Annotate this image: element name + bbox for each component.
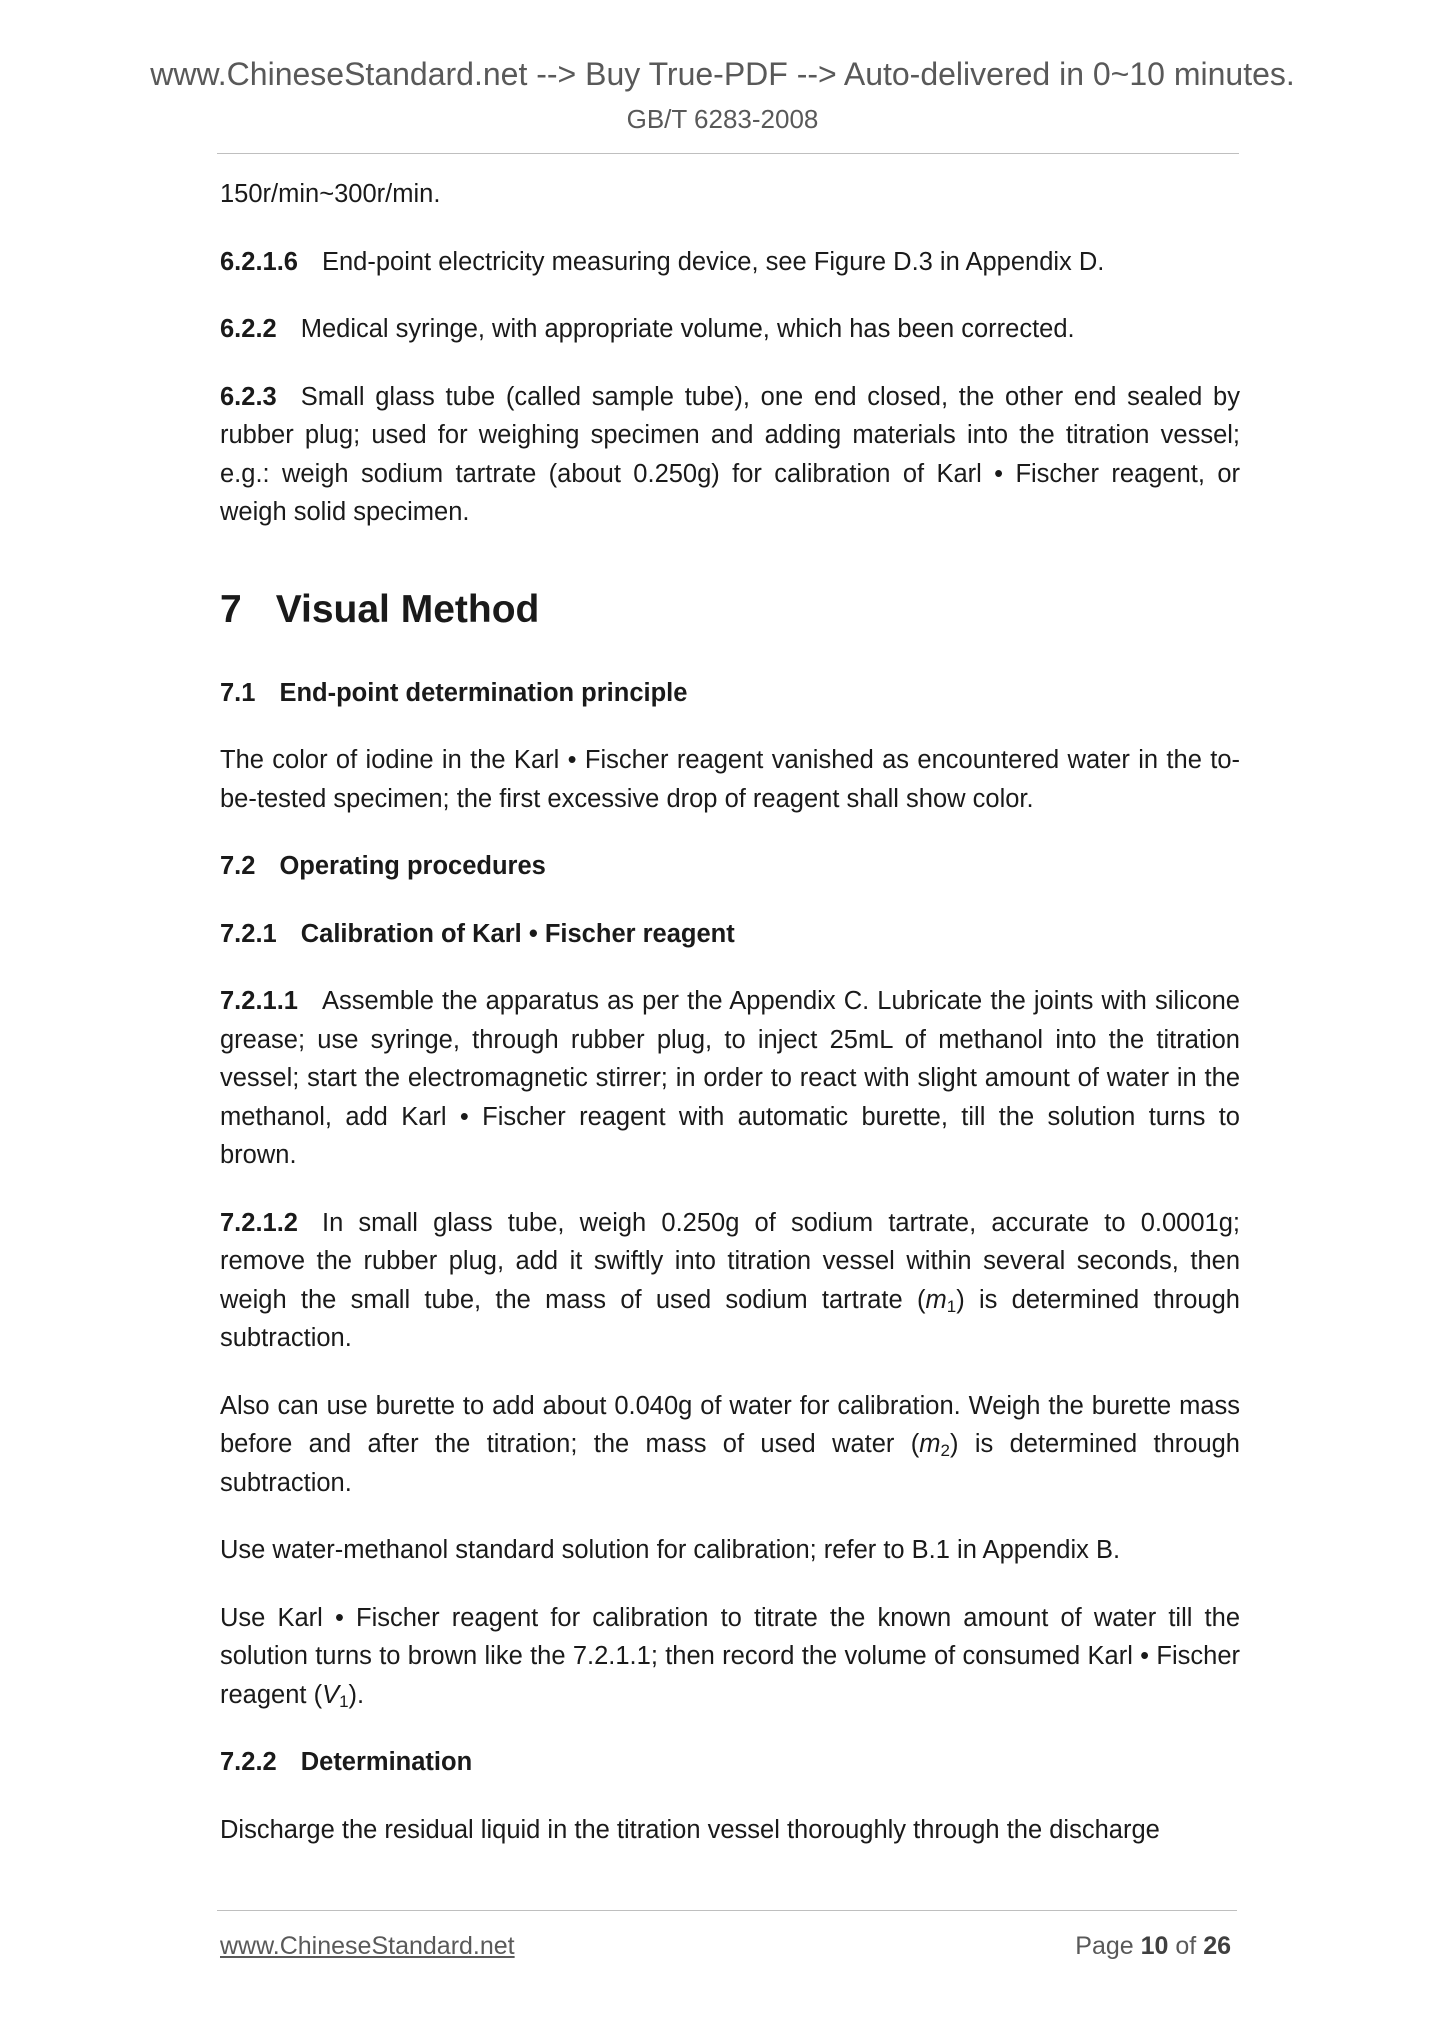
heading-title: Determination: [300, 1748, 473, 1776]
section-number: 7: [220, 587, 242, 631]
clause-text: End-point electricity measuring device, see Figure D.3 in Appendix D.: [321, 247, 1105, 276]
section-heading-7: [220, 586, 1240, 634]
clause-text: Medical syringe, with appropriate volume, which has been corrected.: [300, 315, 1075, 343]
variable-subscript: 2: [940, 1441, 950, 1460]
variable-v: V: [322, 1680, 340, 1709]
heading-title: Operating procedures: [279, 852, 546, 880]
heading-title: End-point determination principle: [279, 678, 688, 707]
variable-subscript: 1: [339, 1691, 349, 1711]
clause-number: 7.1: [220, 678, 256, 707]
variable-m: m: [925, 1285, 947, 1314]
paragraph-7-1: The color of iodine in the Karl • Fischer reagent vanished as encountered water in the to-be-tested specimen; the first excessive drop of reagent shall show color.: [220, 746, 1240, 813]
clause-6-2-2: [220, 310, 1240, 349]
paragraph-burette: Also can use burette to add about 0.040g of water for calibration. Weigh the burette mass before and after the titration; the mass of used water $(m_2)$ is determined through subtraction.: [220, 1391, 1240, 1497]
current-page: 10: [1140, 1932, 1169, 1960]
paragraph-discharge: Discharge the residual liquid in the titration vessel thoroughly through the discharge: [220, 1815, 1160, 1844]
heading-7-1: [220, 674, 1240, 713]
document-body: [220, 175, 1240, 1878]
heading-7-2: [220, 847, 1240, 886]
clause-6-2-3: [220, 378, 1240, 532]
clause-number: 6.2.1.6: [220, 247, 298, 276]
clause-number: 7.2.1: [220, 919, 277, 948]
header-divider: [217, 153, 1239, 154]
heading-title: Calibration of Karl • Fischer reagent: [300, 919, 735, 948]
heading-7-2-1: [220, 915, 1240, 954]
footer-divider: [217, 1910, 1237, 1911]
clause-number: 7.2.2: [220, 1748, 277, 1776]
section-title: Visual Method: [275, 587, 540, 631]
clause-number: 7.2: [220, 852, 256, 880]
page-number: Page 10 of 26: [1075, 1932, 1231, 1960]
clause-7-2-1-2: 7.2.1.2 In small glass tube, weigh 0.250g of sodium tartrate, accurate to 0.0001g; remove the rubber plug, add it swiftly into titration vessel within several seconds, then weigh the small tube, the mass of used sodium tartrate $(m_1)$ is determined through subtraction.: [220, 1208, 1240, 1352]
clause-text: Assemble the apparatus as per the Appendix C. Lubricate the joints with silicone grease; use syringe, through rubber plug, to inject 25mL of methanol into the titration vessel; start the electromagnetic stirrer; in order to react with slight amount of water in the methanol, add Karl • Fischer reagent with automatic burette, till the solution turns to brown.: [220, 987, 1240, 1169]
paragraph-continuation: 150r/min~300r/min.: [220, 180, 441, 208]
clause-text: Small glass tube (called sample tube), one end closed, the other end sealed by rubber plug; used for weighing specimen and adding materials into the titration vessel; e.g.: weigh sodium tartrate (about 0.250g) for calibration of Karl • Fischer reagent, or weigh solid specimen.: [220, 382, 1240, 526]
clause-6-2-1-6: [220, 243, 1240, 282]
total-pages: 26: [1203, 1932, 1231, 1960]
footer-site-link[interactable]: www.ChineseStandard.net: [220, 1932, 515, 1960]
clause-number: 6.2.2: [220, 315, 277, 343]
header-banner: www.ChineseStandard.net --> Buy True-PDF --> Auto-delivered in 0~10 minutes.: [150, 56, 1295, 92]
variable-m: m: [919, 1430, 941, 1458]
heading-7-2-2: [220, 1743, 1240, 1782]
clause-7-2-1-1: [220, 982, 1240, 1175]
paragraph-karl-fischer: Use Karl • Fischer reagent for calibration to titrate the known amount of water till the solution turns to brown like the 7.2.1.1; then record the volume of consumed Karl • Fischer reagent $(V_1)$.: [220, 1603, 1240, 1711]
clause-number: 6.2.3: [220, 382, 277, 411]
clause-number: 7.2.1.2: [220, 1208, 298, 1237]
standard-code: GB/T 6283-2008: [626, 104, 819, 134]
variable-subscript: 1: [946, 1296, 957, 1316]
clause-number: 7.2.1.1: [220, 987, 298, 1015]
paragraph-water-methanol: Use water-methanol standard solution for calibration; refer to B.1 in Appendix B.: [220, 1536, 1121, 1564]
